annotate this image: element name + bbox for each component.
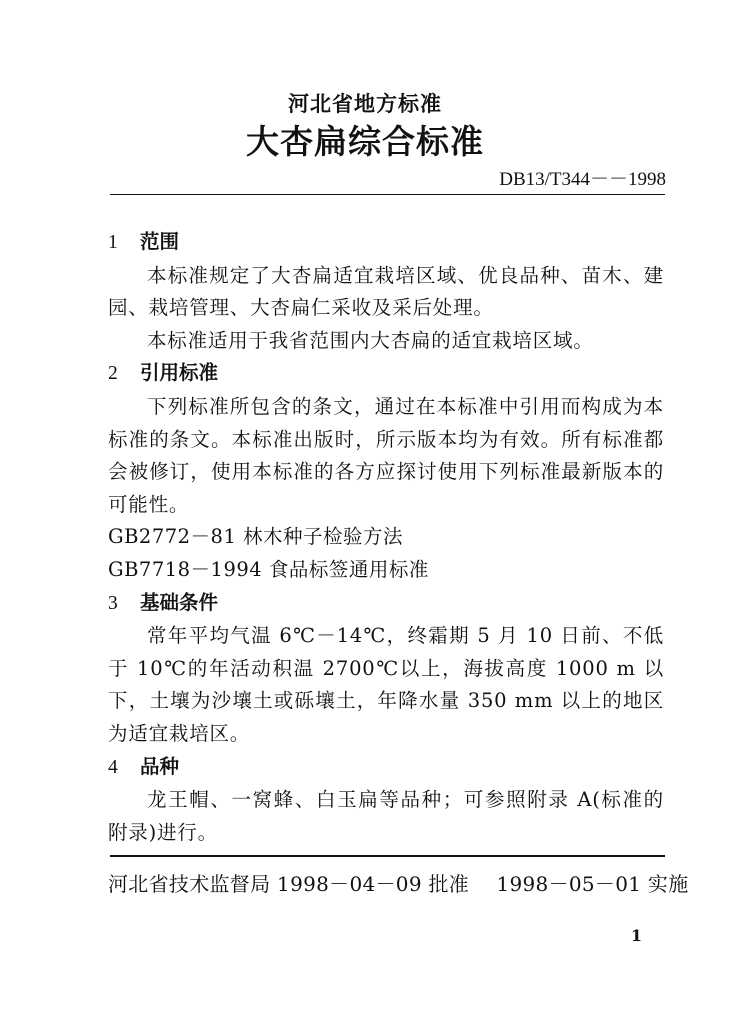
section-number: 1 xyxy=(108,232,118,253)
document-title: 大杏扁综合标准 xyxy=(246,122,484,161)
reference-item: GB2772－81 林木种子检验方法 xyxy=(108,525,404,549)
paragraph: 下列标准所包含的条文，通过在本标准中引用而构成为本标准的条文。本标准出版时，所示版本均为有效。所有标准都会被修订，使用本标准的各方应探讨使用下列标准最新版本的可能性。 xyxy=(108,394,664,516)
approval-line xyxy=(108,868,689,897)
section-title: 品种 xyxy=(140,754,180,778)
header-divider xyxy=(110,194,665,195)
paragraph: 本标准适用于我省范围内大杏扁的适宜栽培区域。 xyxy=(147,328,594,352)
section-title: 引用标准 xyxy=(140,361,219,385)
section-number: 3 xyxy=(108,592,118,614)
paragraph: 常年平均气温 6℃－14℃，终霜期 5 月 10 日前、不低于 10℃的年活动积温 2700℃以上，海拔高度 1000 m 以下，土壤为沙壤土或砾壤土，年降水量 350 mm 以上的地区为适宜栽培区。 xyxy=(108,624,664,745)
footer-divider xyxy=(110,855,665,857)
reference-item: GB7718－1994 食品标签通用标准 xyxy=(108,557,429,581)
implementation-date: 1998－05－01 实施 xyxy=(496,872,689,896)
section-heading-conditions xyxy=(108,587,664,621)
page-number: 1 xyxy=(630,926,642,945)
section-heading-references xyxy=(108,357,664,391)
section-heading-scope xyxy=(108,226,664,260)
approval-date: 河北省技术监督局 1998－04－09 批准 xyxy=(108,872,470,896)
section-heading-varieties xyxy=(108,751,664,785)
standard-code: DB13/T344－－1998 xyxy=(499,169,666,190)
section-number: 4 xyxy=(108,756,118,778)
document-supertitle: 河北省地方标准 xyxy=(288,92,442,116)
section-title: 基础条件 xyxy=(140,590,219,614)
section-title: 范围 xyxy=(140,230,180,253)
section-number: 2 xyxy=(108,363,118,385)
document-body xyxy=(108,226,664,849)
paragraph: 本标准规定了大杏扁适宜栽培区域、优良品种、苗木、建园、栽培管理、大杏扁仁采收及采后处理。 xyxy=(108,263,664,320)
paragraph: 龙王帽、一窝蜂、白玉扁等品种；可参照附录 A(标准的附录)进行。 xyxy=(108,788,664,844)
